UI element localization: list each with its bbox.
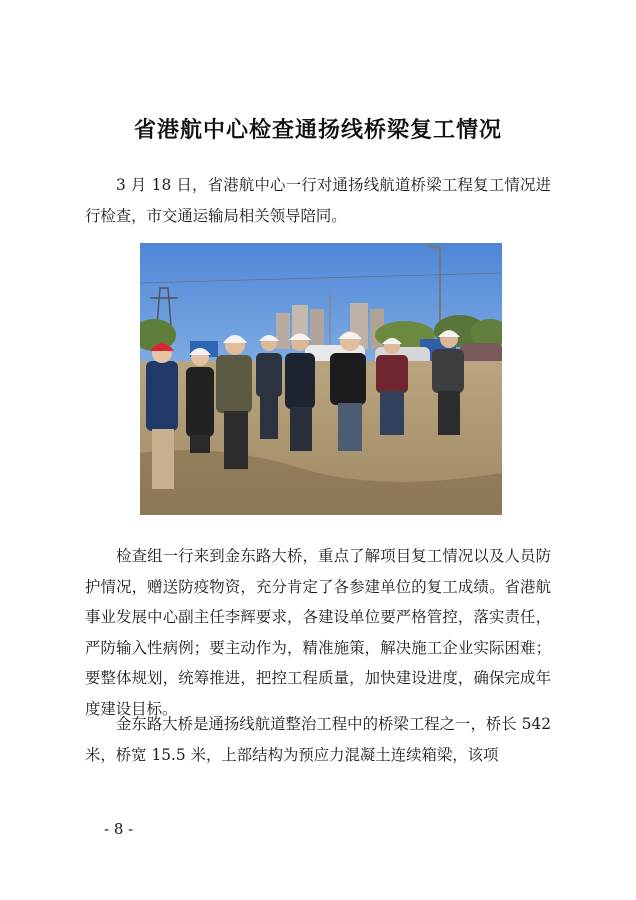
page-title: 省港航中心检查通扬线桥梁复工情况: [133, 117, 502, 143]
paragraph-intro: 3 月 18 日，省港航中心一行对通扬线航道桥梁工程复工情况进行检查，市交通运输局相关领导陪同。: [85, 176, 551, 225]
page-number: - 8 -: [104, 820, 134, 838]
paragraph-inspection: 检查组一行来到金东路大桥，重点了解项目复工情况以及人员防护情况，赠送防疫物资，充分肯定了各参建单位的复工成绩。省港航事业发展中心副主任李辉要求，各建设单位要严格管控，落实责任，严防输入性病例；要主动作为，精准施策，解决施工企业实际困难；要整体规划，统筹推进，把控工程质量，加快建设进度，确保完成年度建设目标。: [85, 547, 551, 718]
inspection-photo: [140, 243, 502, 515]
paragraph-bridge: 金东路大桥是通扬线航道整治工程中的桥梁工程之一，桥长 542 米，桥宽 15.5 米，上部结构为预应力混凝土连续箱梁，该项: [85, 715, 551, 764]
